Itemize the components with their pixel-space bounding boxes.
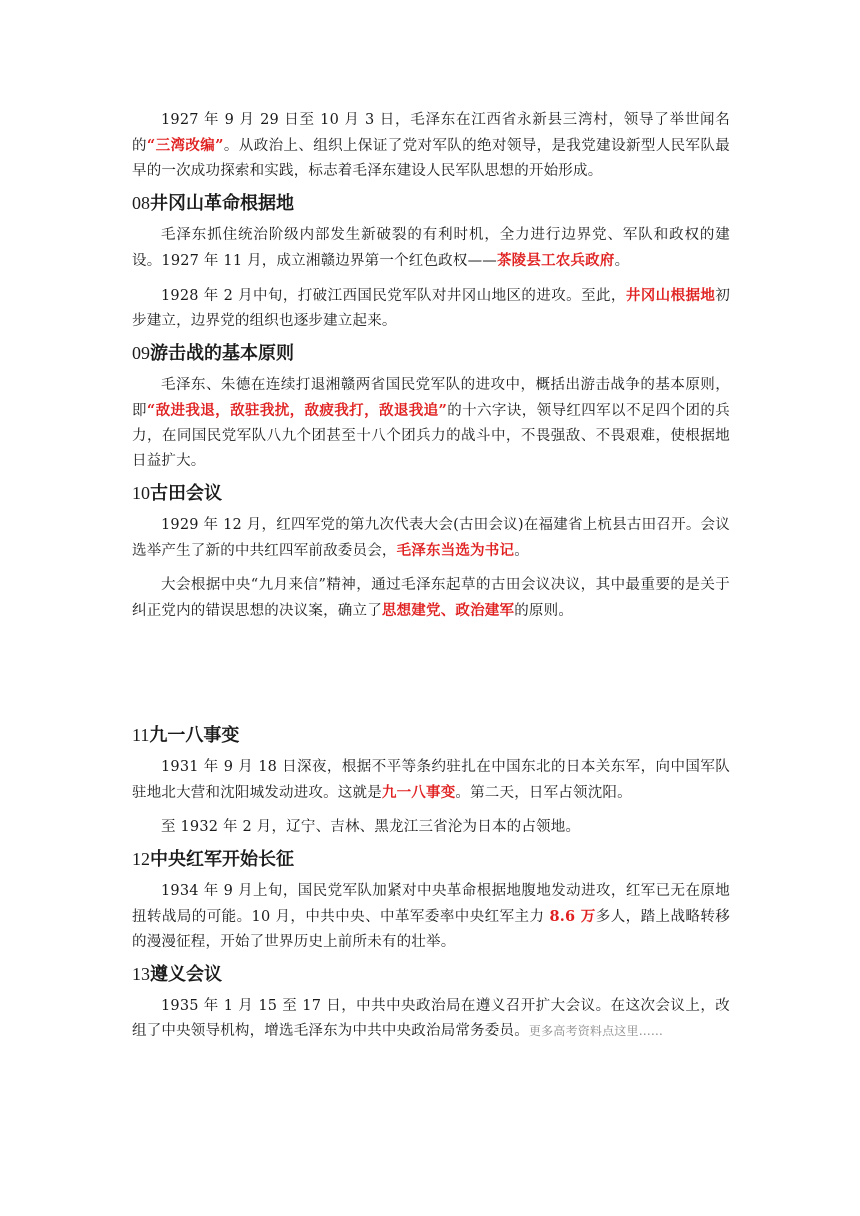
section-number: 09	[132, 343, 150, 363]
paragraph-10-2	[132, 573, 730, 624]
paragraph-13-1	[132, 994, 730, 1044]
text-run: 1928 年 2 月中旬，打破江西国民党军队对井冈山地区的进攻。至此，	[161, 288, 626, 304]
section-heading-13	[132, 961, 730, 988]
text-run: 的十六字诀，领导红四军以不足四个团的兵力，在同国民党军队八九个团甚至十八个团兵力的战斗中，不畏强敌、不畏艰难，使根据地日益扩大。	[132, 403, 730, 469]
section-heading-10	[132, 480, 730, 507]
highlight-text: 毛泽东当选为书记	[396, 542, 515, 559]
section-number: 12	[132, 849, 150, 869]
paragraph-11-2	[132, 815, 730, 840]
section-heading-11	[132, 722, 730, 749]
paragraph-10-1	[132, 513, 730, 564]
section-title: 中央红军开始长征	[150, 849, 294, 870]
highlight-text: 思想建党、政治建军	[381, 602, 515, 619]
text-run: 1931 年 9 月 18 日深夜，根据不平等条约驻扎在中国东北的日本关东军，向中国军队驻地北大营和沈阳城发动进攻。这就是	[132, 759, 730, 801]
text-run: 的原则。	[514, 603, 574, 619]
text-run: 1934 年 9 月上旬，国民党军队加紧对中央革命根据地腹地发动进攻，红军已无在原地扭转战局的可能。10 月，中共中央、中革军委率中央红军主力	[132, 883, 730, 925]
text-run: 大会根据中央“九月来信”精神，通过毛泽东起草的古田会议决议，其中最重要的是关于纠正党内的错误思想的决议案，确立了	[132, 577, 730, 619]
text-run: 多人，踏上战略转移的漫漫征程，开始了世界历史上前所未有的壮举。	[132, 909, 730, 950]
section-heading-09	[132, 340, 730, 367]
paragraph-sanwan	[132, 108, 730, 184]
paragraph-08-2	[132, 283, 730, 334]
section-title: 九一八事变	[149, 725, 240, 746]
highlight-text: “三湾改编”	[146, 137, 224, 154]
section-number: 13	[132, 964, 150, 984]
section-heading-12	[132, 846, 730, 873]
section-heading-08	[132, 190, 730, 217]
text-run: 。	[614, 253, 630, 269]
text-run: 。	[514, 543, 529, 559]
text-run: 。第二天，日军占领沈阳。	[455, 785, 632, 801]
paragraph-12-1	[132, 879, 730, 955]
text-run: 1927 年 9 月 29 日至 10 月 3 日，毛泽东在江西省永新县三湾村，领导了举世闻名的	[132, 112, 730, 154]
text-run: 1929 年 12 月，红四军党的第九次代表大会(古田会议)在福建省上杭县古田召开。会议选举产生了新的中共红四军前敌委员会，	[132, 517, 730, 559]
section-title: 古田会议	[150, 483, 222, 504]
text-run: 1935 年 1 月 15 至 17 日，中共中央政治局在遵义召开扩大会议。在这次会议上，改组了中央领导机构，增选毛泽东为中共中央政治局常务委员。	[132, 998, 730, 1039]
paragraph-09-1	[132, 373, 730, 474]
section-number: 10	[132, 483, 150, 503]
text-run: 毛泽东、朱德在连续打退湘赣两省国民党军队的进攻中，概括出游击战争的基本原则，即	[132, 377, 730, 419]
document-page	[132, 108, 730, 1044]
text-run: 毛泽东抓住统治阶级内部发生新破裂的有利时机，全力进行边界党、军队和政权的建设。1927 年 11 月，成立湘赣边界第一个红色政权——	[132, 227, 730, 269]
highlight-text: 茶陵县工农兵政府	[496, 252, 615, 269]
section-title: 遵义会议	[150, 964, 222, 985]
text-run: 初步建立，边界党的组织也逐步建立起来。	[132, 288, 731, 329]
section-number: 08	[132, 193, 150, 213]
more-resources-link[interactable]: 更多高考资料点这里……	[528, 1024, 664, 1038]
highlight-text: 井冈山根据地	[625, 287, 716, 304]
text-run: 。从政治上、组织上保证了党对军队的绝对领导，是我党建设新型人民军队最早的一次成功探索和实践，标志着毛泽东建设人民军队思想的开始形成。	[132, 138, 730, 179]
section-title: 井冈山革命根据地	[150, 193, 294, 214]
text-run: 至 1932 年 2 月，辽宁、吉林、黑龙江三省沦为日本的占领地。	[161, 819, 581, 835]
highlight-text: “敌进我退，敌驻我扰，敌疲我打，敌退我追”	[146, 402, 448, 419]
highlight-text: 九一八事变	[381, 784, 456, 801]
paragraph-11-1	[132, 755, 730, 806]
section-number: 11	[132, 725, 150, 745]
section-title: 游击战的基本原则	[150, 343, 294, 364]
highlight-text: 8.6 万	[549, 908, 596, 925]
paragraph-08-1	[132, 223, 730, 274]
